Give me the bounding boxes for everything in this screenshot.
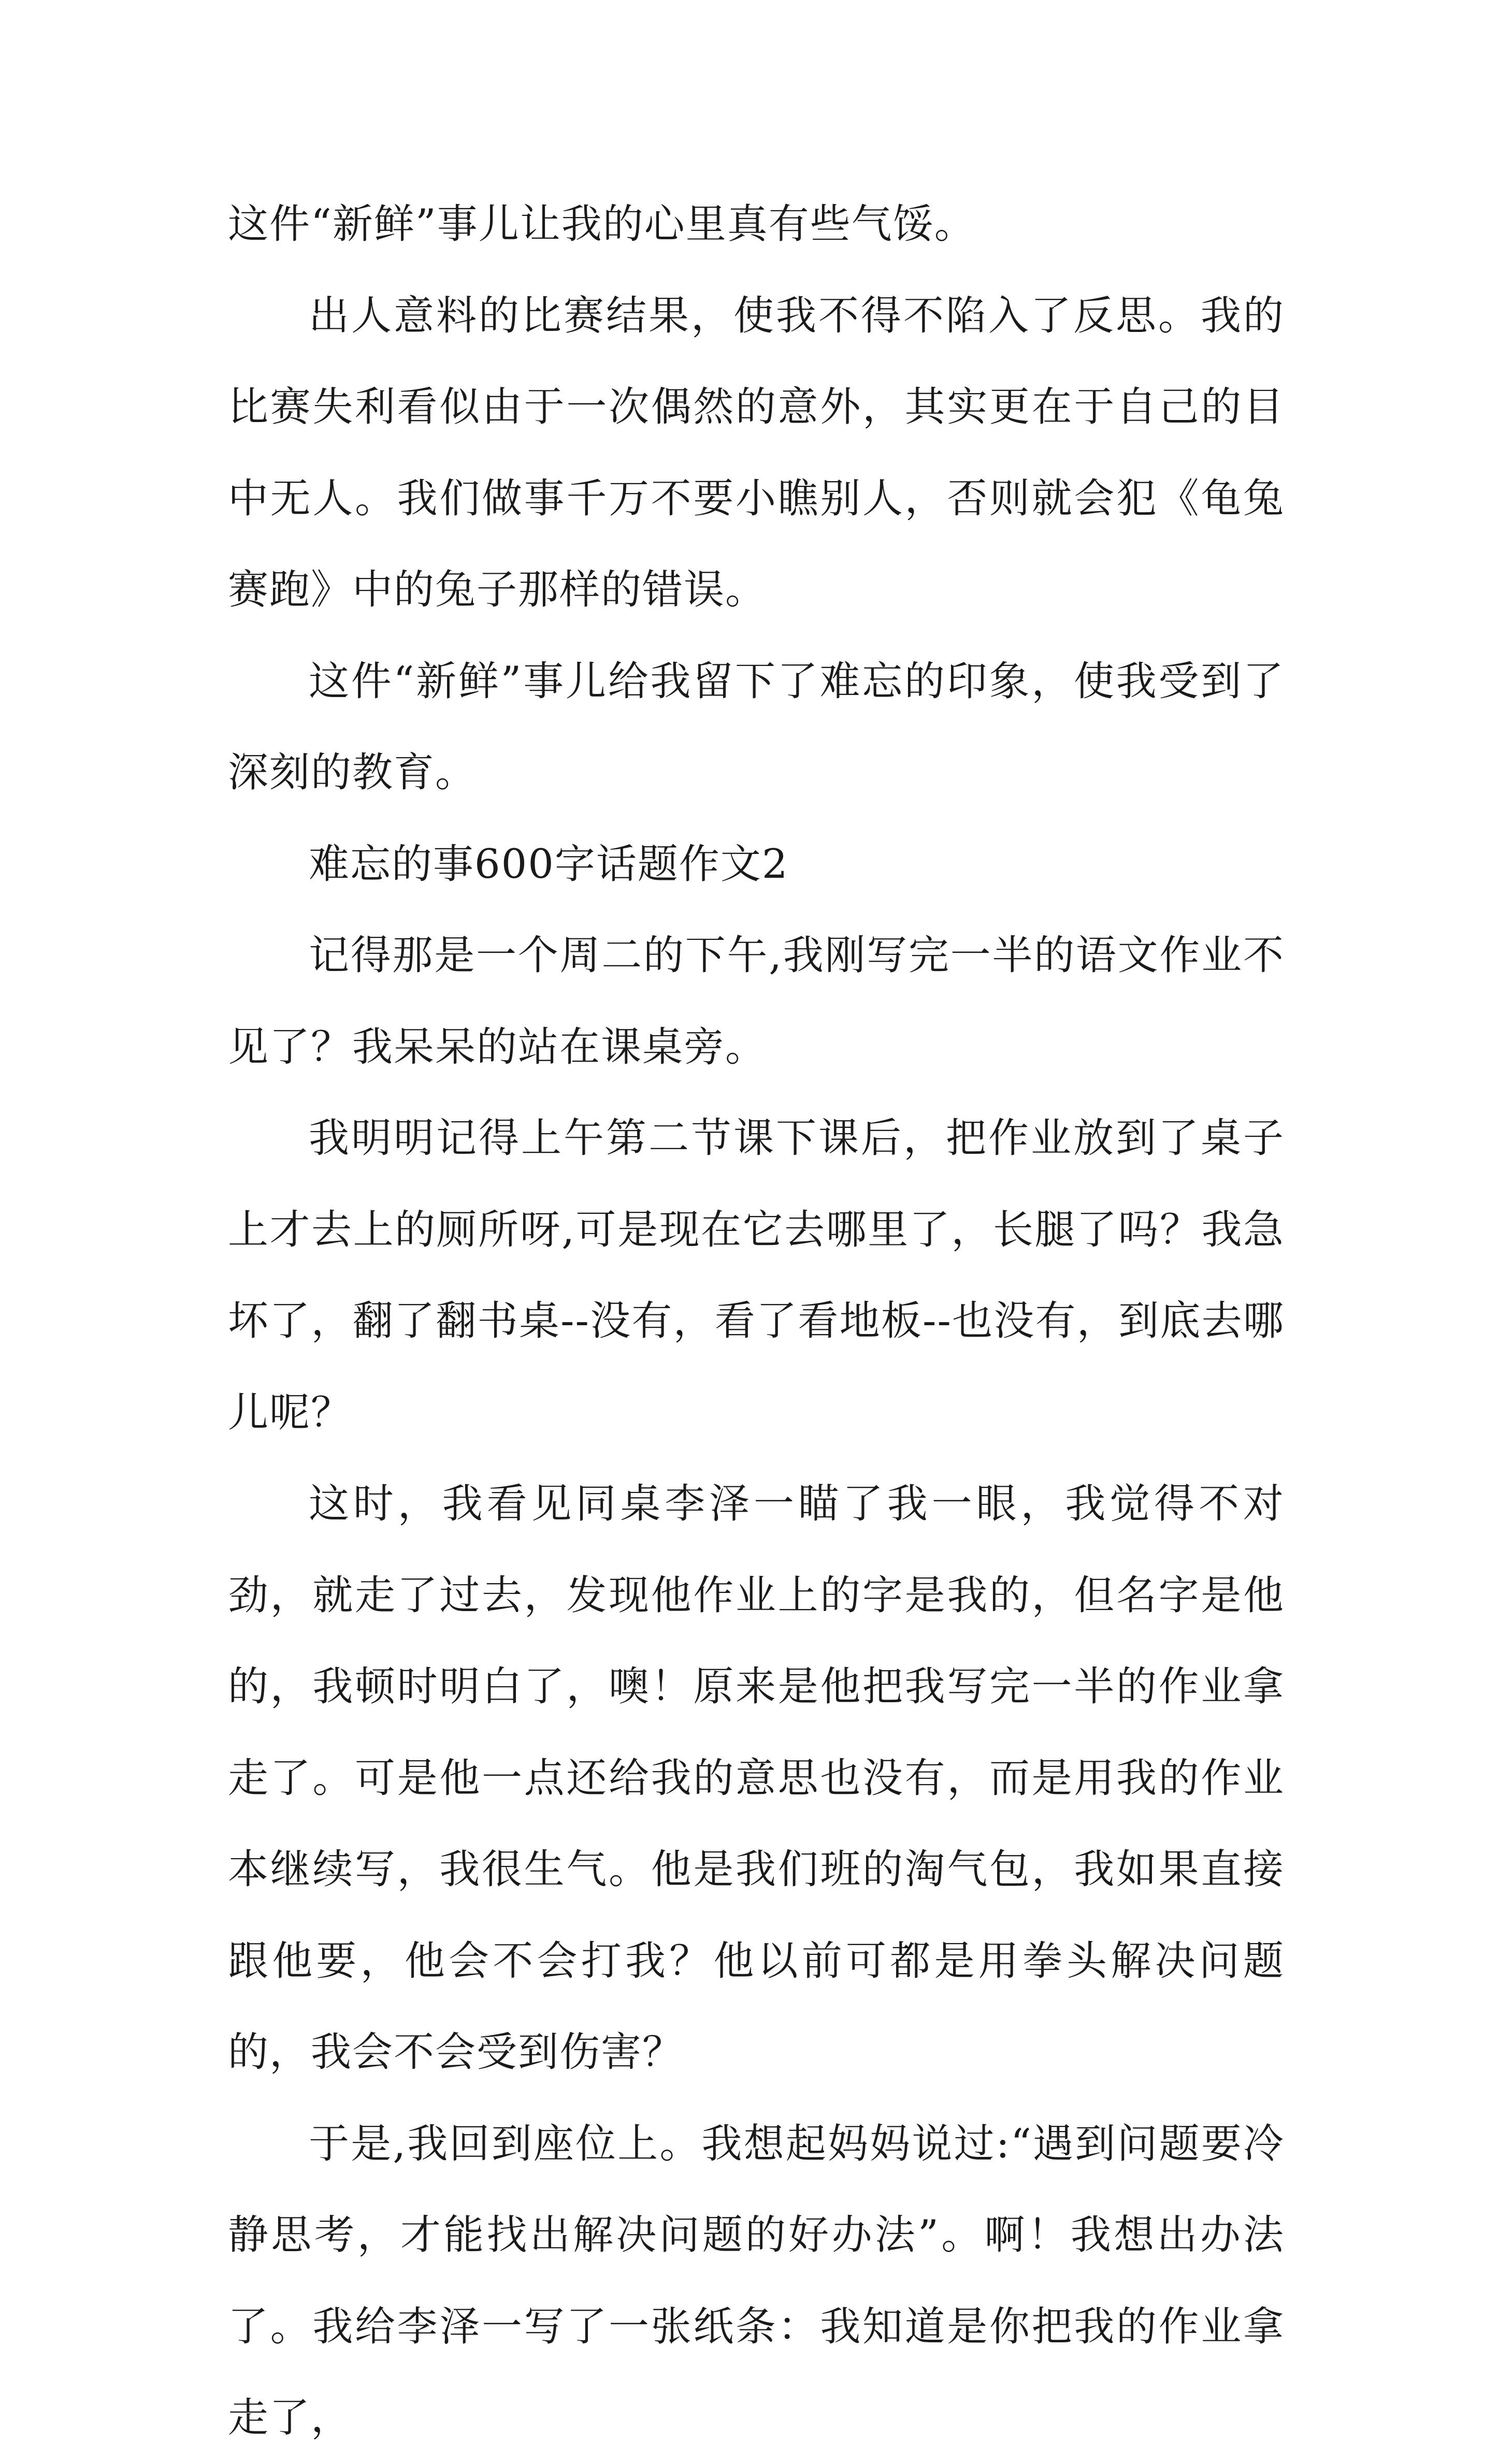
paragraph-2: 出人意料的比赛结果，使我不得不陷入了反思。我的比赛失利看似由于一次偶然的意外，其实更在于自己的目中无人。我们做事千万不要小瞧别人，否则就会犯《龟兔赛跑》中的兔子那样的错误。 — [228, 292, 1285, 613]
paragraph-1: 这件“新鲜”事儿让我的心里真有些气馁。 — [228, 201, 976, 248]
paragraph-5: 记得那是一个周二的下午,我刚写完一半的语文作业不见了？我呆呆的站在课桌旁。 — [228, 932, 1285, 1070]
paragraph-8: 于是,我回到座位上。我想起妈妈说过:“遇到问题要冷静思考，才能找出解决问题的好办法”。啊！我想出办法了。我给李泽一写了一张纸条：我知道是你把我的作业拿走了， — [228, 2120, 1285, 2441]
section-heading: 难忘的事600字话题作文2 — [309, 840, 789, 888]
paragraph-6: 我明明记得上午第二节课下课后，把作业放到了桌子上才去上的厕所呀,可是现在它去哪里了，长腿了吗？我急坏了，翻了翻书桌--没有，看了看地板--也没有，到底去哪儿呢？ — [228, 1115, 1285, 1436]
paragraph-7: 这时，我看见同桌李泽一瞄了我一眼，我觉得不对劲，就走了过去，发现他作业上的字是我的，但名字是他的，我顿时明白了，噢！原来是他把我写完一半的作业拿走了。可是他一点还给我的意思也没有，而是用我的作业本继续写，我很生气。他是我们班的淘气包，我如果直接跟他要，他会不会打我？他以前可都是用拳头解决问题的，我会不会受到伤害？ — [228, 1481, 1285, 2076]
paragraph-3: 这件“新鲜”事儿给我留下了难忘的印象，使我受到了深刻的教育。 — [228, 658, 1285, 796]
document-body — [228, 179, 1285, 2464]
